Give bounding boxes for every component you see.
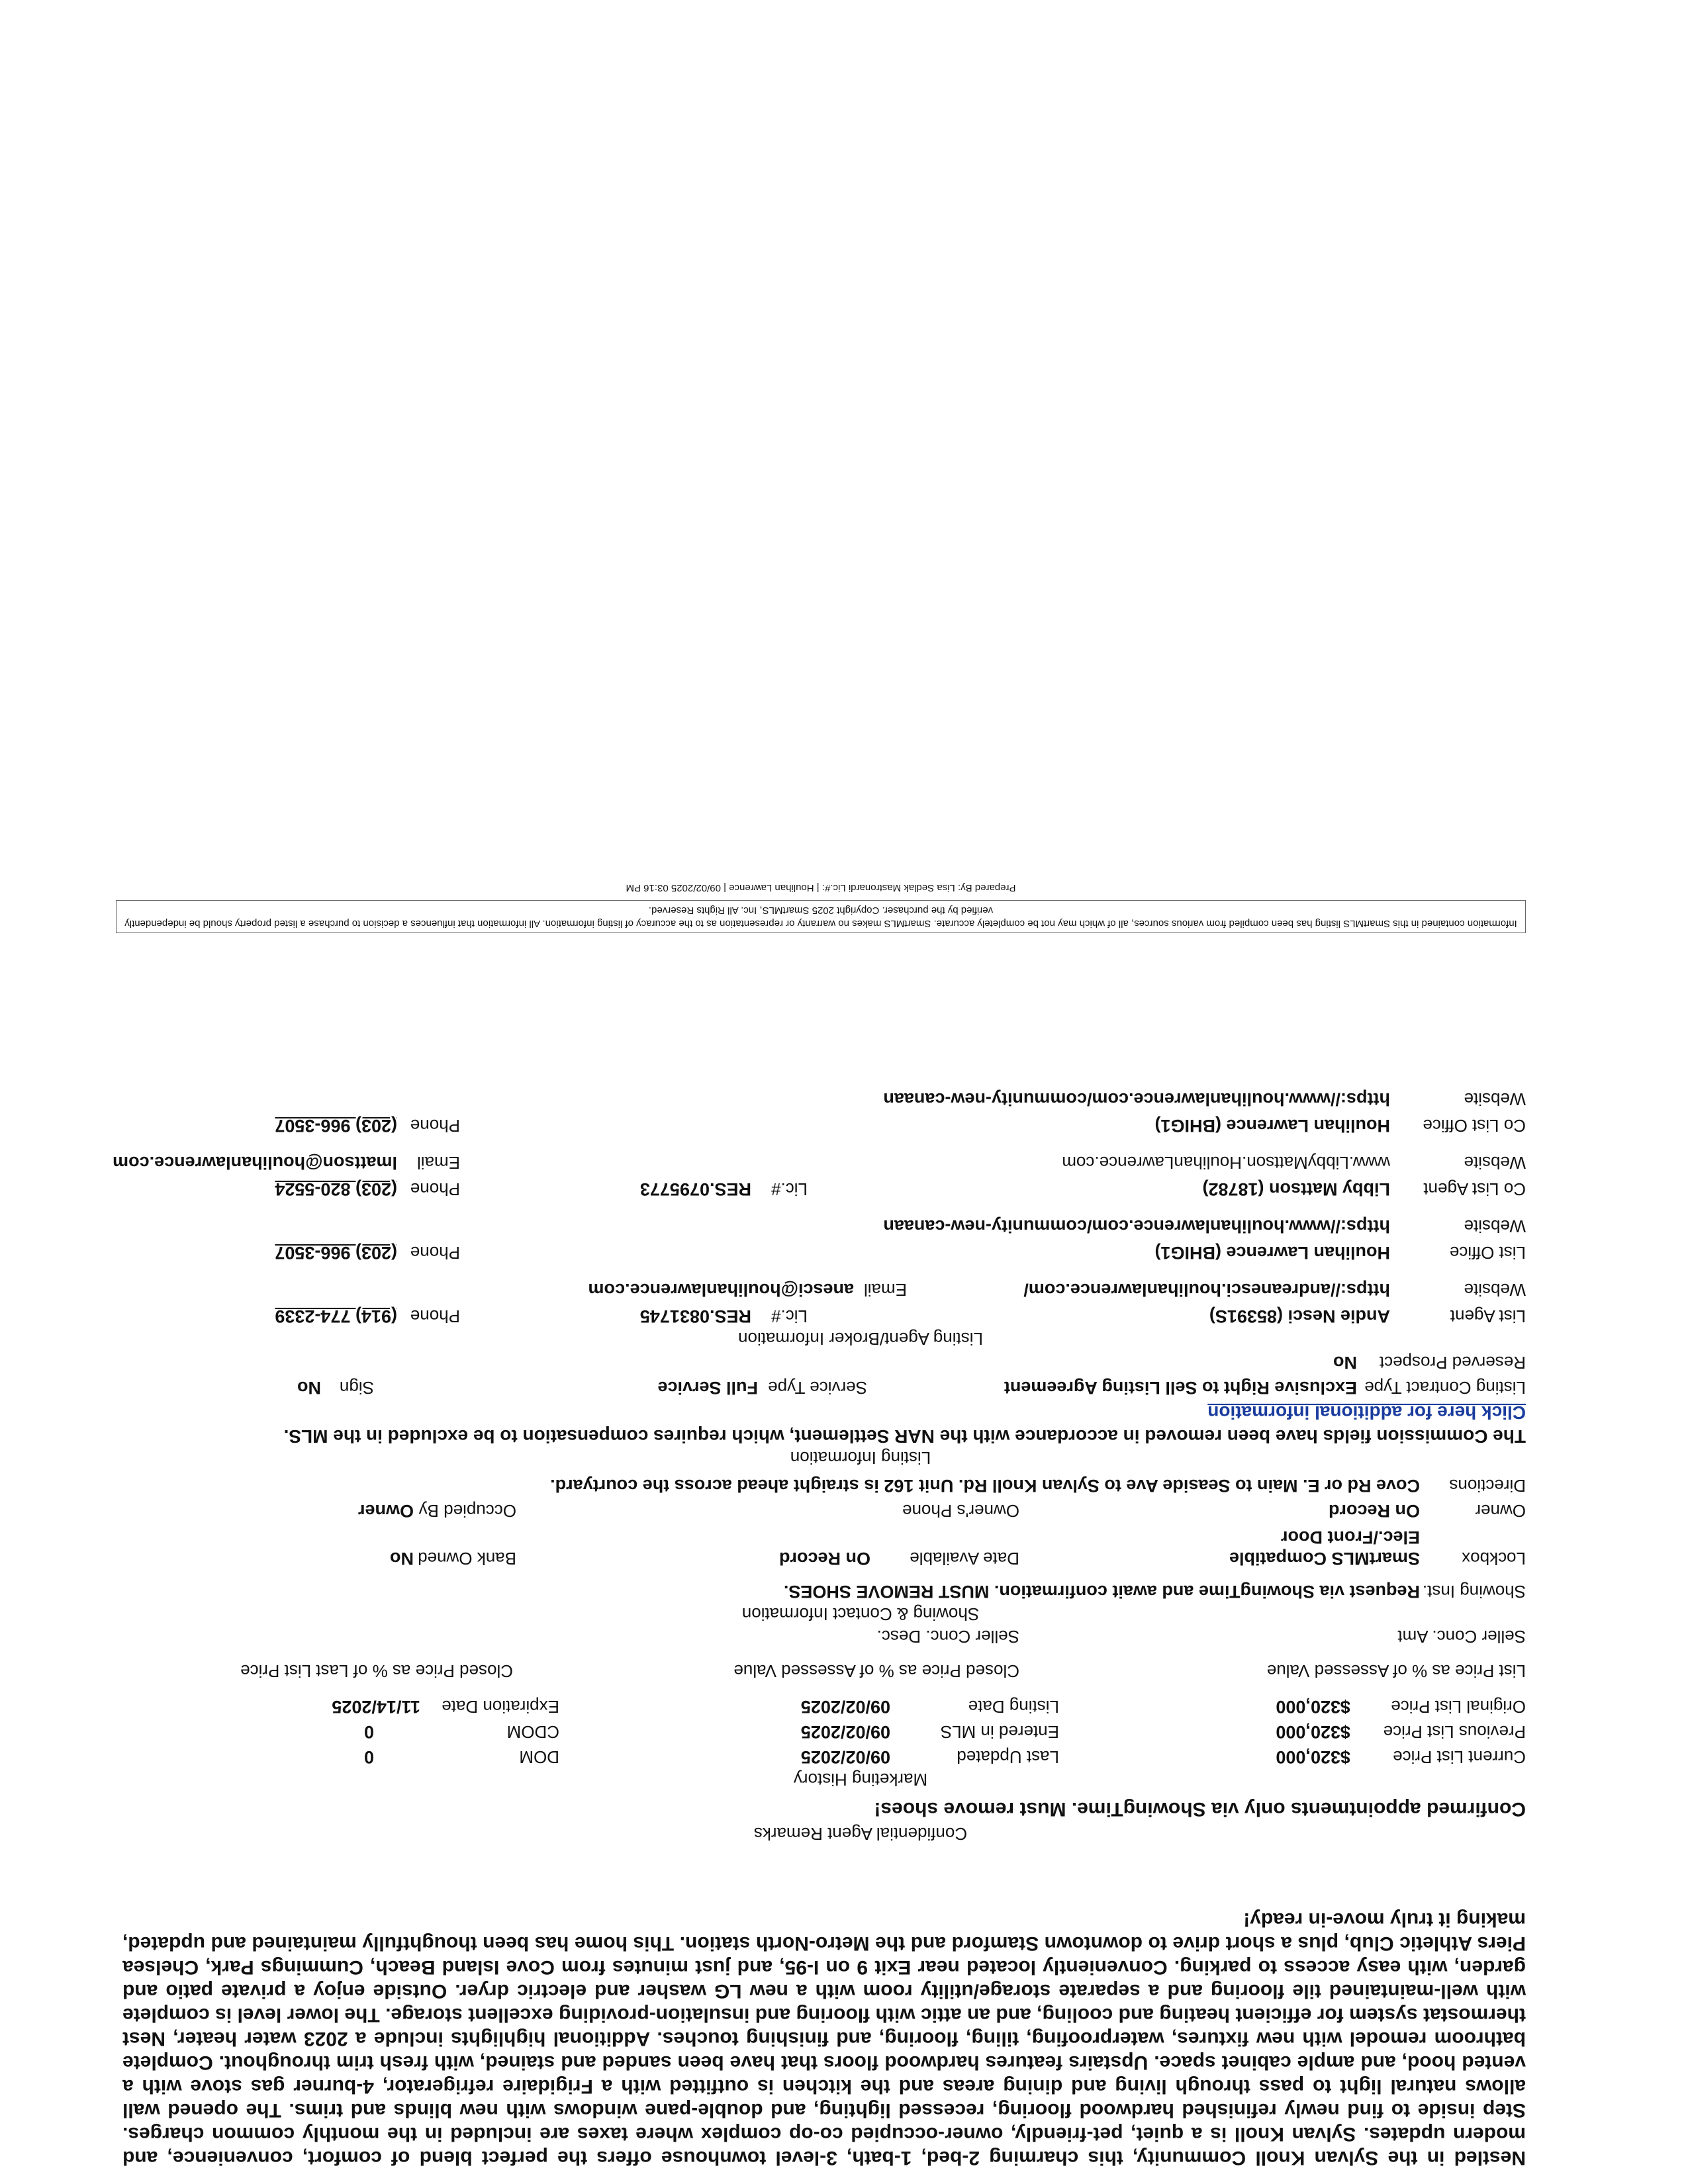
list-office: Houlihan Lawrence (BHIG1) xyxy=(1154,1243,1390,1263)
current-list-price: $320,000 xyxy=(1276,1747,1350,1767)
prepared-by: Prepared By: Lisa Sedlak Mastronardi Lic.#: | Houlihan Lawrence | 09/02/2025 03:16 PM xyxy=(626,882,1016,893)
cdom: 0 xyxy=(363,1722,374,1742)
seller-conc-amt-label: Seller Conc. Amt xyxy=(1397,1627,1526,1647)
marketing-history-title: Marketing History xyxy=(793,1770,928,1790)
confidential-remarks-title: Confidential Agent Remarks xyxy=(753,1824,968,1844)
co-agent-lic: RES.0795773 xyxy=(639,1179,751,1199)
list-agent-email-label: Email xyxy=(863,1280,907,1300)
co-agent-website-label: Website xyxy=(1464,1153,1526,1173)
co-office: Houlihan Lawrence (BHIG1) xyxy=(1154,1116,1390,1136)
service-type: Full Service xyxy=(657,1378,758,1398)
directions: Cove Rd or E. Main to Seaside Ave to Sylvan Knoll Rd. Unit 162 is straight ahead across the courtyard. xyxy=(550,1476,1420,1496)
previous-list-price: $320,000 xyxy=(1276,1722,1350,1742)
list-agent-phone-label: Phone xyxy=(410,1306,460,1326)
cp-last-label: Closed Price as % of Last List Price xyxy=(240,1661,513,1681)
last-updated-label: Last Updated xyxy=(957,1747,1059,1767)
seller-conc-desc-label: Seller Conc. Desc. xyxy=(876,1627,1019,1647)
co-agent-phone[interactable]: (203) 820-5524 xyxy=(275,1179,397,1199)
list-agent: Andie Nesci (85391S) xyxy=(1209,1306,1390,1326)
list-office-label: List Office xyxy=(1449,1243,1526,1263)
owner-phone-label: Owner's Phone xyxy=(902,1501,1019,1521)
sign-label: Sign xyxy=(339,1378,374,1398)
lp-assessed-label: List Price as % of Assessed Value xyxy=(1266,1661,1526,1681)
date-available-label: Date Available xyxy=(910,1549,1019,1569)
contract-type-label: Listing Contract Type xyxy=(1364,1378,1526,1398)
listing-info-title: Listing Information xyxy=(790,1448,931,1468)
list-agent-website-label: Website xyxy=(1464,1280,1526,1300)
co-agent-email-label: Email xyxy=(416,1153,460,1173)
owner: On Record xyxy=(1328,1501,1420,1521)
commission-note: The Commission fields have been removed in accordance with the NAR Settlement, which requires compensation to be excluded in the MLS. xyxy=(283,1426,1526,1447)
last-updated: 09/02/2025 xyxy=(800,1747,890,1767)
list-agent-lic-label: Lic.# xyxy=(771,1306,808,1326)
bank-owned-label: Bank Owned xyxy=(418,1549,516,1569)
directions-label: Directions xyxy=(1449,1476,1526,1496)
showing-title: Showing & Contact Information xyxy=(741,1604,980,1624)
list-agent-phone[interactable]: (914) 774-2339 xyxy=(275,1306,397,1326)
co-agent-label: Co List Agent xyxy=(1423,1179,1526,1199)
date-available: On Record xyxy=(778,1549,870,1569)
public-remarks: Nestled in the Sylvan Knoll Community, this charming 2-bed, 1-bath, 3-level townhouse offers the perfect blend of comfort, convenience, and modern updates. Sylvan Knoll is a quiet, pet-friendly, owner-occupied co-op complex where taxes are included in the monthly common charges. Step inside to find newly refinished hardwood flooring, recessed lighting, and double-pane windows with new blinds and trims. The opened wall allows natural light to pass through living and dining areas and the kitchen is outfitted with a Frigidaire refrigerator, 4-burner gas stove with a vented hood, and ample cabinet space. Upstairs features hardwood floors that have been sanded and stained, with fresh trim throughout. Complete bathroom remodel with new fixtures, waterproofing, tiling, flooring, and finishing touches. Additional highlights include a 2023 water heater, Nest thermostat system for efficient heating and cooling, and an attic with flooring and insulation-providing excellent storage. The lower level is complete with well-maintained tile flooring and a separate storage/utility room with a new LG washer and electric dryer. Outside enjoy a private patio and garden, with easy access to parking. Conveniently located near Exit 9 on I-95, and just minutes from Cove Island Beach, Cummings Park, Chelsea Piers Athletic Club, plus a short drive to downtown Stamford and the Metro-North station. This home has been thoughtfully maintained and updated, making it truly move-in ready! xyxy=(122,1909,1526,2169)
bank-owned: No xyxy=(390,1549,414,1569)
co-office-label: Co List Office xyxy=(1423,1116,1526,1136)
co-office-phone[interactable]: (203) 966-3507 xyxy=(275,1116,397,1136)
owner-label: Owner xyxy=(1475,1501,1526,1521)
list-agent-email[interactable]: anesci@houlihanlawrence.com xyxy=(588,1280,854,1300)
dom-label: DOM xyxy=(519,1747,559,1767)
co-agent-phone-label: Phone xyxy=(410,1179,460,1199)
original-list-price: $320,000 xyxy=(1276,1697,1350,1717)
listing-date-label: Listing Date xyxy=(968,1697,1059,1717)
co-agent: Libby Mattson (18782) xyxy=(1202,1179,1390,1199)
contract-type: Exclusive Right to Sell Listing Agreement xyxy=(1004,1378,1357,1398)
showing-inst: Request via ShowingTime and await confirmation. MUST REMOVE SHOES. xyxy=(783,1582,1420,1602)
list-agent-label: List Agent xyxy=(1450,1306,1526,1326)
occupied: Owner xyxy=(357,1501,414,1521)
agent-info-title: Listing Agent/Broker Information xyxy=(738,1329,983,1349)
list-office-phone[interactable]: (203) 966-3507 xyxy=(275,1243,397,1263)
dom: 0 xyxy=(363,1747,374,1767)
previous-list-price-label: Previous List Price xyxy=(1383,1722,1526,1742)
service-type-label: Service Type xyxy=(768,1378,867,1398)
disclaimer-box: Information contained in this SmartMLS listing has been compiled from various sources, all of which may not be completely accurate. SmartMLS makes no warranty or representation as to the accuracy of listing information. All information that influences a decision to purchase a listed property should be independently verified by the purchaser. Copyright 2025 SmartMLS, Inc. All Rights Reserved. xyxy=(116,900,1526,933)
current-list-price-label: Current List Price xyxy=(1393,1747,1526,1767)
list-office-website-label: Website xyxy=(1464,1216,1526,1236)
co-office-website-label: Website xyxy=(1464,1089,1526,1109)
list-agent-website[interactable]: https://andreanesci.houlihanlawrence.com/ xyxy=(1023,1280,1390,1300)
showing-inst-label: Showing Inst. xyxy=(1422,1582,1526,1602)
cp-assessed-label: Closed Price as % of Assessed Value xyxy=(733,1661,1019,1681)
list-office-phone-label: Phone xyxy=(410,1243,460,1263)
lockbox-label: Lockbox xyxy=(1462,1549,1526,1569)
co-agent-email[interactable]: lmattson@houlihanlawrence.com xyxy=(113,1153,397,1173)
cdom-label: CDOM xyxy=(506,1722,559,1742)
confidential-remarks-text: Confirmed appointments only via ShowingTime. Must remove shoes! xyxy=(874,1798,1526,1820)
expiration: 11/14/2025 xyxy=(332,1697,420,1717)
entered-label: Entered in MLS xyxy=(940,1722,1059,1742)
occupied-label: Occupied By xyxy=(418,1501,516,1521)
expiration-label: Expiration Date xyxy=(442,1697,559,1717)
original-list-price-label: Original List Price xyxy=(1391,1697,1526,1717)
reserved-label: Reserved Prospect xyxy=(1379,1353,1526,1373)
reserved: No xyxy=(1333,1353,1357,1373)
list-office-website[interactable]: https://www.houlihanlawrence.com/community-new-canaan xyxy=(883,1216,1390,1236)
entered: 09/02/2025 xyxy=(800,1722,890,1742)
sign: No xyxy=(297,1378,321,1398)
co-office-website[interactable]: https://www.houlihanlawrence.com/community-new-canaan xyxy=(883,1089,1390,1109)
click-here-link[interactable]: Click here for additional information xyxy=(1207,1402,1526,1423)
co-agent-website[interactable]: www.LibbyMattson.HoulihanLawrence.com xyxy=(1062,1153,1390,1173)
listing-date: 09/02/2025 xyxy=(800,1697,890,1717)
lockbox: SmartMLS Compatible xyxy=(1229,1549,1420,1569)
co-office-phone-label: Phone xyxy=(410,1116,460,1136)
co-agent-lic-label: Lic.# xyxy=(771,1179,808,1199)
list-agent-lic: RES.0831745 xyxy=(639,1306,751,1326)
lockbox-2: Elec./Front Door xyxy=(1280,1527,1420,1547)
